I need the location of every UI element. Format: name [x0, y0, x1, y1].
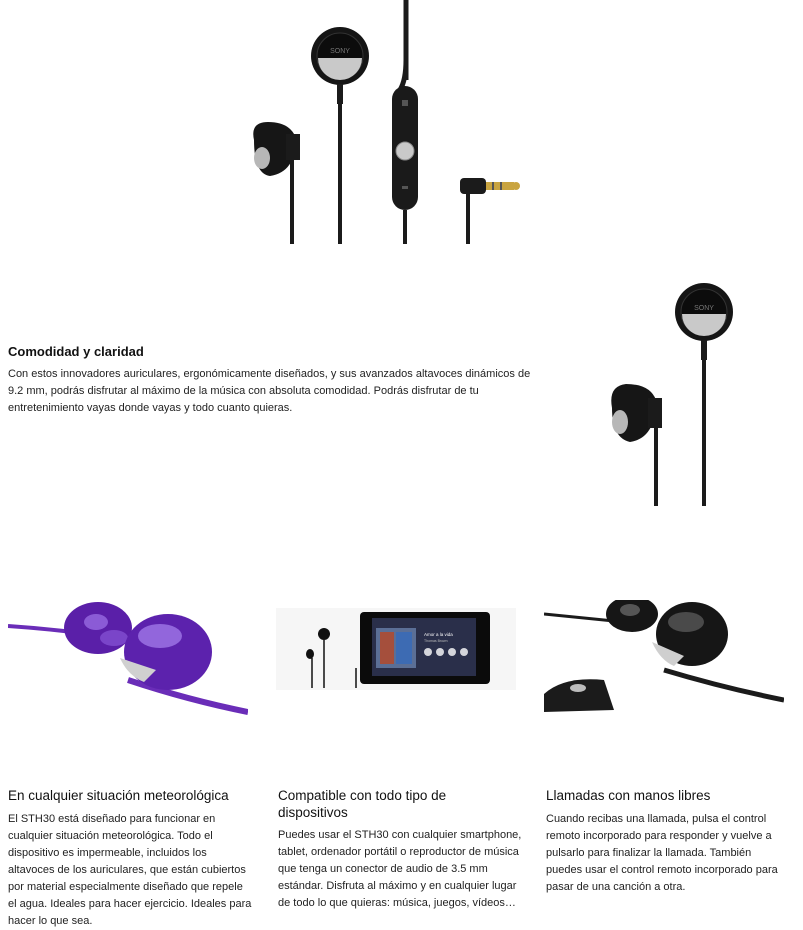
earbuds-illustration: [600, 282, 760, 508]
compatibility-feature-title: Compatible con todo tipo de dispositivos: [278, 788, 447, 820]
weather-feature-text: El STH30 está diseñado para funcionar en cualquier situación meteorológica. Todo el dispositivo es impermeable, incluidos los altavoces de los auriculares, que están cubiertos por material especialmente diseñado que repele el agua. Ideales para hacer ejercicio. Ideales para hacer lo que sea.: [8, 813, 252, 927]
sony-logo-text: SONY: [694, 305, 714, 312]
purple-earbuds-illustration: [8, 600, 248, 722]
comfort-description: Con estos innovadores auriculares, ergonómicamente diseñados, y sus avanzados altavoces dinámicos de 9.2 mm, podrás disfrutar al máximo de la música con absoluta comodidad. Podrás disfrutar de tu entretenimiento vayas donde vayas y todo cuanto quieras.: [8, 368, 531, 414]
earbud-icon: [253, 122, 300, 244]
phone-earbuds-illustration: [276, 608, 516, 690]
phone-artist: Thomas Brown: [424, 639, 448, 643]
weather-feature-image: [8, 600, 248, 722]
handsfree-feature-text: Cuando recibas una llamada, pulsa el control remoto incorporado para responder y vuelve a pulsarlo para finalizar la llamada. También puedes usar el control remoto incorporado para pasar de una canción a otra.: [546, 813, 778, 893]
earbud-icon: [611, 384, 662, 506]
audio-jack-icon: [460, 178, 520, 244]
earbud-icon: [64, 602, 132, 654]
headset-illustration: [240, 0, 540, 246]
compatibility-feature-image: [276, 608, 516, 690]
weather-feature-title: En cualquier situación meteorológica: [8, 788, 229, 803]
comfort-product-image: [600, 282, 760, 508]
handsfree-feature-image: [544, 600, 784, 712]
sony-logo-text: SONY: [330, 48, 350, 55]
compatibility-feature-text: Puedes usar el STH30 con cualquier smartphone, tablet, ordenador portátil o reproductor de música que tenga un conector de audio de 3.5 mm estándar. Disfruta al máximo y en cualquier lugar de todo lo que quieras: música, juegos, vídeos…: [278, 829, 522, 909]
earbud-icon: [675, 283, 733, 506]
phone-icon: [360, 612, 490, 684]
hero-product-image: [240, 0, 540, 246]
phone-song-title: Amor a la vida: [424, 632, 453, 637]
comfort-heading: Comodidad y claridad: [8, 344, 144, 359]
earbud-icon: [311, 27, 369, 244]
black-earbuds-illustration: [544, 600, 784, 712]
remote-control-icon: [392, 60, 418, 244]
handsfree-feature-title: Llamadas con manos libres: [546, 788, 711, 803]
